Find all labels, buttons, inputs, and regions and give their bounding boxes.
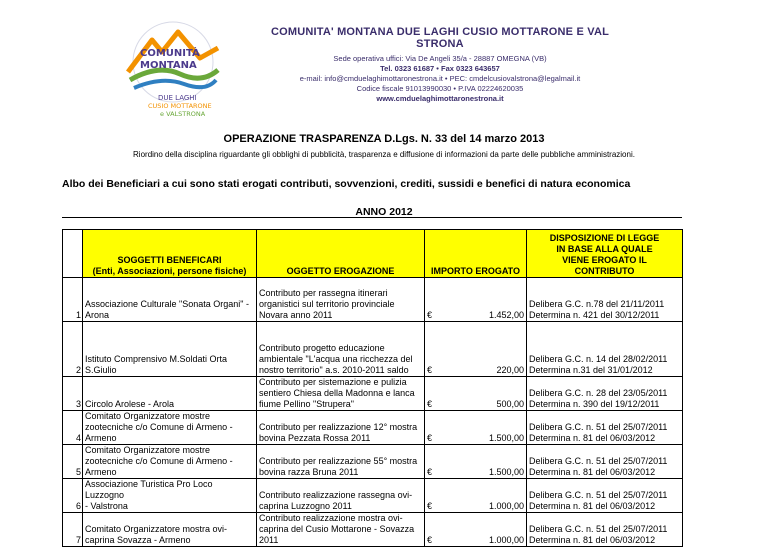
row-number: 4 bbox=[63, 411, 83, 445]
cell-disposizione: Delibera G.C. n. 51 del 25/07/2011 Determina n. 81 del 06/03/2012 bbox=[527, 411, 683, 445]
cell-importo bbox=[425, 411, 527, 445]
cell-soggetto: Associazione Turistica Pro Loco Luzzogno - Valstrona bbox=[83, 479, 257, 513]
table-row bbox=[63, 278, 683, 322]
currency-symbol: € bbox=[427, 365, 433, 375]
cell-disposizione: Delibera G.C. n. 51 del 25/07/2011 Determina n. 81 del 06/03/2012 bbox=[527, 479, 683, 513]
currency-symbol: € bbox=[427, 433, 433, 443]
amount-value: 1.500,00 bbox=[488, 467, 524, 477]
doc-title: OPERAZIONE TRASPARENZA D.Lgs. N. 33 del 14 marzo 2013 bbox=[223, 133, 545, 145]
cell-oggetto: Contributo progetto educazione ambientale "L'acqua una ricchezza del nostro territorio" a.s. 2010-2011 saldo bbox=[257, 322, 425, 377]
cell-soggetto: Comitato Organizzatore mostre zootecniche c/o Comune di Armeno - Armeno bbox=[83, 445, 257, 479]
logo-text-5: e VALSTRONA bbox=[160, 110, 206, 118]
cell-disposizione: Delibera G.C. n. 51 del 25/07/2011 Determina n. 81 del 06/03/2012 bbox=[527, 445, 683, 479]
table-row bbox=[63, 445, 683, 479]
amount-value: 1.000,00 bbox=[488, 535, 524, 545]
table-row bbox=[63, 479, 683, 513]
fiscal-line: Codice fiscale 91013990030 • P.IVA 02224620035 bbox=[356, 84, 524, 93]
cell-soggetto: Istituto Comprensivo M.Soldati Orta S.Giulio bbox=[83, 322, 257, 377]
cell-disposizione: Delibera G.C. n. 51 del 25/07/2011 Determina n. 81 del 06/03/2012 bbox=[527, 513, 683, 547]
currency-symbol: € bbox=[427, 399, 433, 409]
cell-soggetto: Associazione Culturale "Sonata Organi" - Arona bbox=[83, 278, 257, 322]
currency-symbol: € bbox=[427, 535, 433, 545]
header-index bbox=[63, 230, 83, 278]
cell-soggetto: Circolo Arolese - Arola bbox=[83, 377, 257, 411]
header-soggetti: SOGGETTI BENEFICARI (Enti, Associazioni, persone fisiche) bbox=[83, 230, 257, 278]
cell-importo bbox=[425, 479, 527, 513]
cell-soggetto: Comitato Organizzatore mostra ovi- caprina Sovazza - Armeno bbox=[83, 513, 257, 547]
table-header-row bbox=[63, 230, 683, 278]
header-disposizione: DISPOSIZIONE DI LEGGE IN BASE ALLA QUALE VIENE EROGATO IL CONTRIBUTO bbox=[527, 230, 683, 278]
albo-heading: Albo dei Beneficiari a cui sono stati erogati contributi, sovvenzioni, crediti, sussidi e benefici di natura economica bbox=[62, 178, 631, 190]
row-number: 3 bbox=[63, 377, 83, 411]
amount-value: 1.452,00 bbox=[488, 310, 524, 320]
row-number: 6 bbox=[63, 479, 83, 513]
cell-importo bbox=[425, 278, 527, 322]
table-row bbox=[63, 322, 683, 377]
table-row bbox=[63, 411, 683, 445]
divider bbox=[62, 217, 682, 218]
cell-importo bbox=[425, 377, 527, 411]
comunita-montana-logo bbox=[118, 14, 228, 124]
phone-line: Tel. 0323 61687 • Fax 0323 643657 bbox=[380, 64, 500, 73]
header-importo: IMPORTO EROGATO bbox=[425, 230, 527, 278]
logo-text-3: DUE LAGHI bbox=[158, 94, 197, 102]
currency-symbol: € bbox=[427, 467, 433, 477]
amount-value: 1.000,00 bbox=[488, 501, 524, 511]
currency-symbol: € bbox=[427, 501, 433, 511]
amount-value: 220,00 bbox=[496, 365, 524, 375]
row-number: 1 bbox=[63, 278, 83, 322]
logo-text-1: COMUNITÀ bbox=[140, 48, 200, 59]
cell-oggetto: Contributo per sistemazione e pulizia sentiero Chiesa della Madonna e lanca fiume Pellino "Strupera" bbox=[257, 377, 425, 411]
letterhead bbox=[250, 26, 630, 104]
cell-soggetto: Comitato Organizzatore mostre zootecniche c/o Comune di Armeno - Armeno bbox=[83, 411, 257, 445]
table-row bbox=[63, 513, 683, 547]
cell-oggetto: Contributo per realizzazione 12° mostra bovina Pezzata Rossa 2011 bbox=[257, 411, 425, 445]
amount-value: 1.500,00 bbox=[488, 433, 524, 443]
email-line: e-mail: info@cmduelaghimottaronestrona.it • PEC: cmdelcusiovalstrona@legalmail.it bbox=[299, 74, 581, 83]
cell-importo bbox=[425, 322, 527, 377]
cell-disposizione: Delibera G.C. n.78 del 21/11/2011 Determina n. 421 del 30/12/2011 bbox=[527, 278, 683, 322]
doc-subtitle: Riordino della disciplina riguardante gli obblighi di pubblicità, trasparenza e diffusione di informazioni da parte delle pubbliche amministrazioni. bbox=[133, 150, 635, 159]
cell-oggetto: Contributo per rassegna itinerari organistici sul territorio provinciale Novara anno 2011 bbox=[257, 278, 425, 322]
row-number: 2 bbox=[63, 322, 83, 377]
org-name: COMUNITA' MONTANA DUE LAGHI CUSIO MOTTARONE E VAL STRONA bbox=[270, 26, 610, 50]
cell-importo bbox=[425, 445, 527, 479]
cell-oggetto: Contributo realizzazione mostra ovi- caprina del Cusio Mottarone - Sovazza 2011 bbox=[257, 513, 425, 547]
logo-text-2: MONTANA bbox=[140, 60, 197, 71]
year-heading: ANNO 2012 bbox=[355, 206, 413, 218]
beneficiaries-table bbox=[62, 229, 683, 547]
row-number: 7 bbox=[63, 513, 83, 547]
cell-disposizione: Delibera G.C. n. 14 del 28/02/2011 Determina n.31 del 31/01/2012 bbox=[527, 322, 683, 377]
logo-text-4: CUSIO MOTTARONE bbox=[148, 102, 212, 110]
table-row bbox=[63, 377, 683, 411]
website-line: www.cmduelaghimottaronestrona.it bbox=[376, 94, 504, 103]
amount-value: 500,00 bbox=[496, 399, 524, 409]
cell-oggetto: Contributo per realizzazione 55° mostra bovina razza Bruna 2011 bbox=[257, 445, 425, 479]
cell-oggetto: Contributo realizzazione rassegna ovi- caprina Luzzogno 2011 bbox=[257, 479, 425, 513]
currency-symbol: € bbox=[427, 310, 433, 320]
header-oggetto: OGGETTO EROGAZIONE bbox=[257, 230, 425, 278]
cell-importo bbox=[425, 513, 527, 547]
cell-disposizione: Delibera G.C. n. 28 del 23/05/2011 Determina n. 390 del 19/12/2011 bbox=[527, 377, 683, 411]
address-line: Sede operativa uffici: Via De Angeli 35/a - 28887 OMEGNA (VB) bbox=[333, 54, 547, 63]
row-number: 5 bbox=[63, 445, 83, 479]
